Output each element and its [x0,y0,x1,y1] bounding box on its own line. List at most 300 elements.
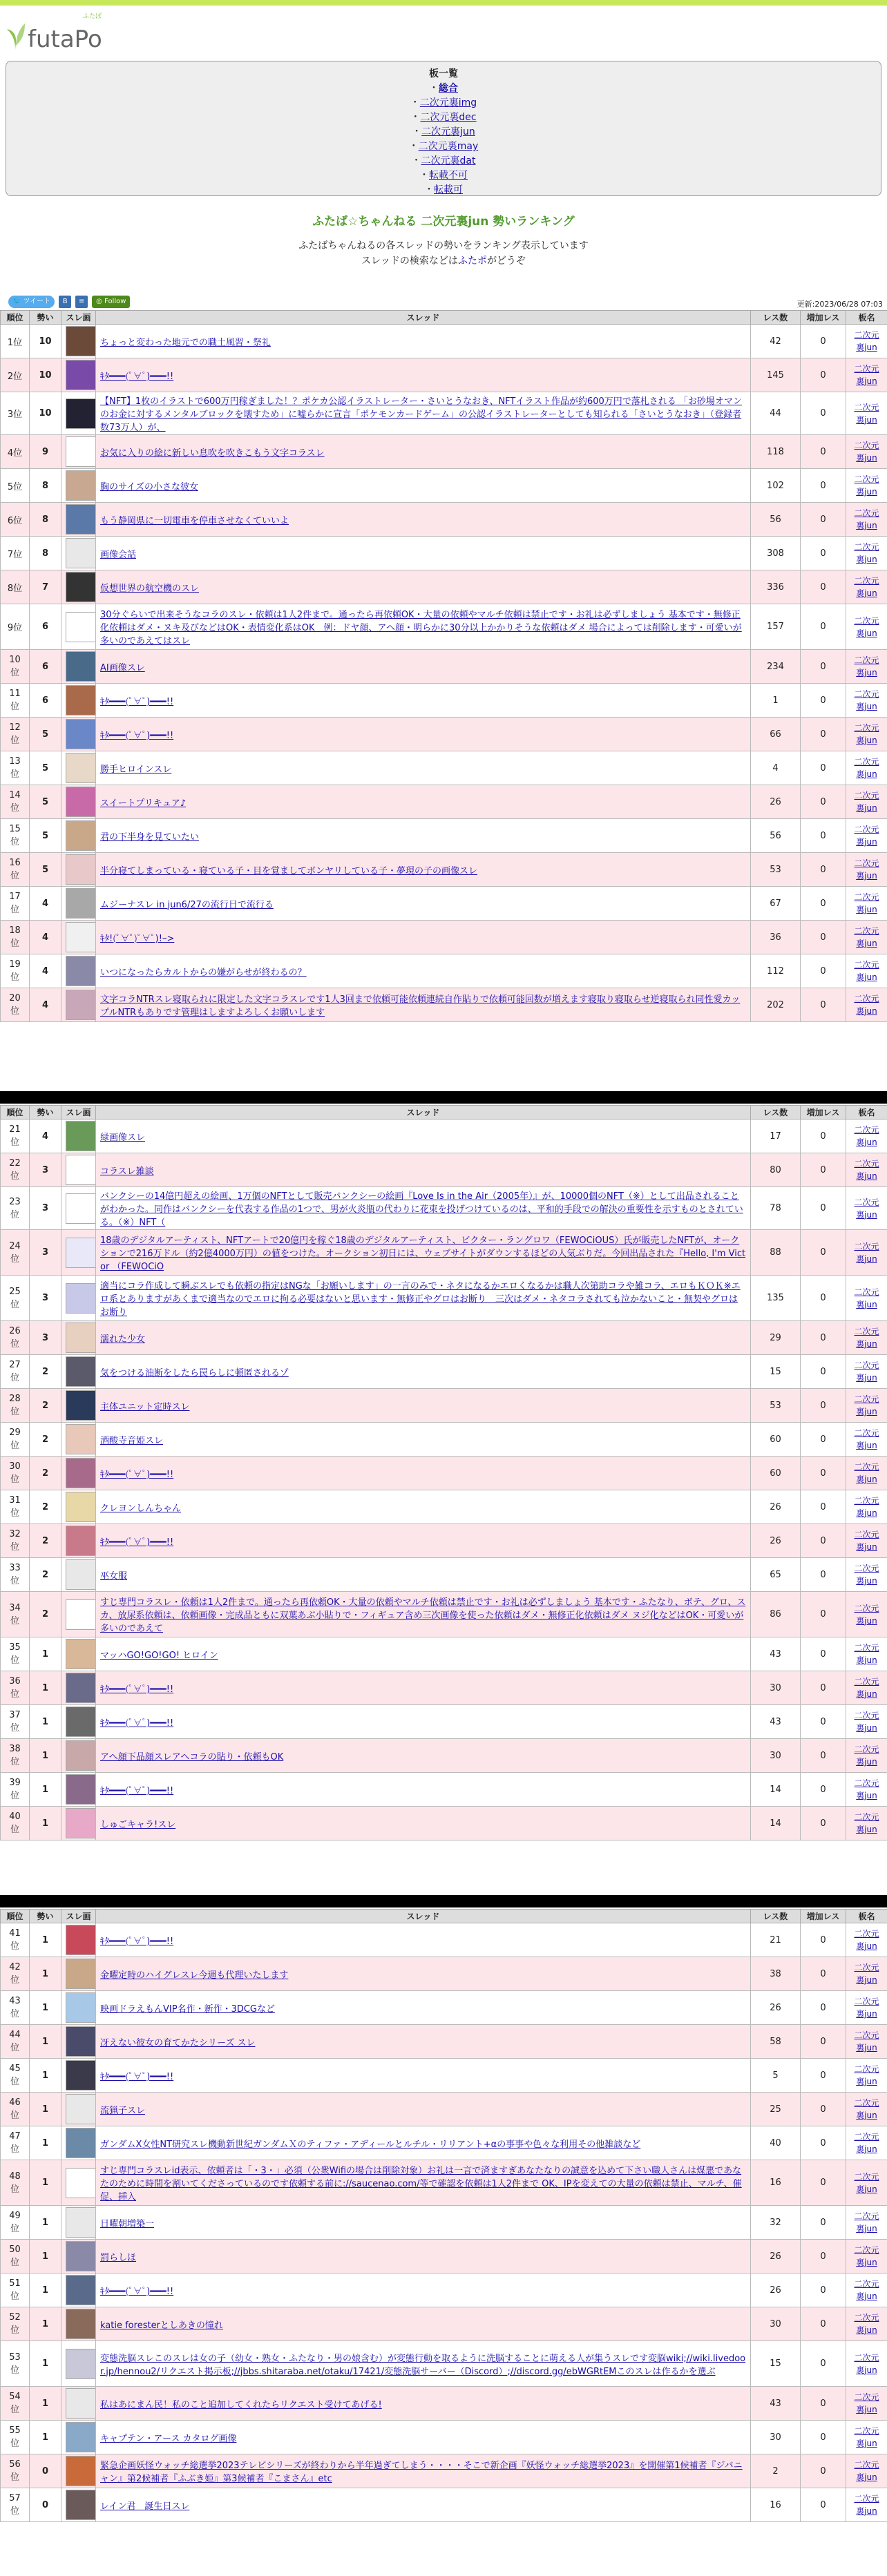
thumbnail-cell[interactable] [61,325,96,358]
thread-link[interactable]: ムジーナスレ in jun6/27の流行日で流行る [100,899,274,910]
thumbnail-cell[interactable] [61,751,96,785]
thread-thumbnail[interactable] [66,685,99,715]
board-link[interactable]: 二次元裏jun [854,2098,879,2120]
thread-thumbnail[interactable] [66,1526,99,1556]
thread-link[interactable]: 主体ユニット定時スレ [100,1401,190,1412]
thread-link[interactable]: キャプテン・アース カタログ画像 [100,2433,237,2444]
thumbnail-cell[interactable] [61,954,96,988]
res-count-cell: 145 [751,358,801,392]
board-link[interactable]: 二次元裏jun [854,1197,879,1220]
thread-thumbnail[interactable] [66,2388,99,2419]
thread-link[interactable]: ちょっと変わった地元での職土風習・祭礼 [100,337,271,348]
thread-thumbnail[interactable] [66,1992,99,2023]
thread-link[interactable]: 文字コラNTRスレ寝取られに限定した文字コラスレです1人3回まで依頼可能依頼連続自作貼りで依頼可能回数が増えます寝取り寝取らせ逆寝取られ同性愛カップルNTRもありです管理はしますよろしくお願いします [100,994,741,1018]
thread-thumbnail[interactable] [66,1808,99,1838]
board-link-current[interactable]: 総合 [439,83,458,94]
increase-cell: 0 [801,2421,846,2454]
thread-thumbnail[interactable] [66,888,99,919]
board-link[interactable]: 二次元裏jun [854,364,879,386]
increase-cell: 0 [801,1153,846,1187]
board-cell [846,1739,887,1773]
thread-link[interactable]: もう静岡県に一切電車を停車させなくていいよ [100,515,289,526]
momentum-cell: 1 [30,2341,61,2387]
board-link[interactable]: 二次元裏jun [854,1287,879,1309]
board-link[interactable]: 二次元裏jun [854,858,879,881]
thread-title-cell [96,1321,751,1355]
thread-thumbnail[interactable] [66,854,99,885]
futapo-link[interactable]: ふたポ [457,256,487,267]
board-link[interactable]: 二次元裏jun [854,2426,879,2448]
thread-title-cell [96,1389,751,1423]
thumbnail-cell[interactable] [61,1739,96,1773]
thumbnail-cell[interactable] [61,503,96,537]
thread-link[interactable]: 適当にコラ作成して瞬ぶスレでも依頼の指定はNGな「お願いします」の一言のみで・ネタになるかエロくなるかは職人次第助コラや雑コラ、エロもＫＯＫ※エロ系とありますがあくまで適当なのでエロに拘る必要はないと思います・無修正やグロはお断り 三次はダメ・ネタコラされても泣かないこと・無契やグロはお断り [100,1281,741,1318]
board-link[interactable]: 二次元裏jun [854,1327,879,1349]
thread-thumbnail[interactable] [66,1193,99,1224]
thread-thumbnail[interactable] [66,1458,99,1488]
thread-link[interactable]: お気に入りの絵に新しい息吹を吹きこもう文字コラスレ [100,448,325,459]
thread-link[interactable]: ｷﾀ━━━(ﾟ∀ﾟ)━━━!! [100,1785,174,1796]
thumbnail-cell[interactable] [61,684,96,718]
thread-thumbnail[interactable] [66,1390,99,1421]
thumbnail-cell[interactable] [61,2387,96,2421]
board-link[interactable]: 二次元裏jun [854,1929,879,1951]
board-cell [846,785,887,819]
board-link[interactable]: 二次元裏jun [854,2494,879,2516]
table-row [1,1355,887,1389]
thumbnail-cell[interactable] [61,2421,96,2454]
thumbnail-cell[interactable] [61,1671,96,1705]
thread-thumbnail[interactable] [66,1121,99,1151]
thread-thumbnail[interactable] [66,436,99,467]
thread-thumbnail[interactable] [66,470,99,501]
board-link[interactable]: 二次元裏jun [854,615,879,638]
thumbnail-cell[interactable] [61,1389,96,1423]
momentum-cell: 5 [30,751,61,785]
thumbnail-cell[interactable] [61,1230,96,1276]
board-header: 板名 [846,1910,887,1923]
thread-link[interactable]: 緑画像スレ [100,1132,146,1143]
thread-link[interactable]: ｷﾀ━━━(ﾟ∀ﾟ)━━━!! [100,1684,174,1695]
thread-link[interactable]: しゅごキャラ!スレ [100,1819,176,1830]
board-link[interactable]: 二次元裏jun [854,791,879,813]
board-link[interactable]: 二次元裏dat [421,155,476,166]
thread-thumbnail[interactable] [66,2168,99,2198]
board-link[interactable]: 二次元裏jun [854,1361,879,1383]
thread-link[interactable]: レイン君 誕生日スレ [100,2501,190,2512]
thread-thumbnail[interactable] [66,719,99,749]
res-count-cell: 336 [751,570,801,604]
board-cell [846,1671,887,1705]
thread-link[interactable]: 冴えない彼女の育てかたシリーズ スレ [100,2037,256,2048]
thread-link[interactable]: 変態洗脳スレこのスレは女の子（幼女・熟女・ふたなり・男の娘含む）が変態行動を取るように洗脳することに萌える人が集うスレです変脳wiki;//wiki.livedoor.jp/hennou2/リクエスト掲示板;//jbbs.shitaraba.net/otaku/17421/変態洗脳サーバー（Discord）;//discord.gg/ebWGRtEMこのスレは作るかを選ぶ [100,2353,746,2377]
board-cell [846,1807,887,1840]
thumbnail-cell[interactable] [61,435,96,469]
thumbnail-cell[interactable] [61,1773,96,1807]
thumbnail-cell[interactable] [61,718,96,751]
thread-thumbnail[interactable] [66,360,99,390]
board-link[interactable]: 二次元裏jun [854,825,879,847]
board-link[interactable]: 転載不可 [429,170,468,181]
board-link[interactable]: 二次元裏jun [854,1997,879,2019]
board-link[interactable]: 二次元裏jun [854,926,879,948]
board-link[interactable]: 二次元裏jun [854,2279,879,2301]
table-row [1,718,887,751]
thread-link[interactable]: 18歳のデジタルアーティスト、NFTアートで20億円を稼ぐ18歳のデジタルアーティスト、ビクター・ラングロワ（FEWOCiOUS）氏が販売したNFTが、オークションで216万ドル（約2億4000万円）の値をつけた。オークション初日には、ウェブサイトがダウンするほどの人気ぶりだ。今回出品された『Hello, I'm Victor （FEWOCiO [100,1236,746,1272]
thumbnail-cell[interactable] [61,2093,96,2126]
thread-title-cell [96,2307,751,2341]
thumbnail-cell[interactable] [61,2341,96,2387]
board-link[interactable]: 二次元裏jun [854,1812,879,1834]
thread-thumbnail[interactable] [66,2456,99,2486]
res-count-cell: 29 [751,1321,801,1355]
board-link[interactable]: 転載可 [434,184,463,195]
thread-link[interactable]: ｷﾀ━━━(ﾟ∀ﾟ)━━━!! [100,1718,174,1729]
thread-thumbnail[interactable] [66,2128,99,2158]
thread-link[interactable]: 映画ドラえもんVIP名作・新作・3DCGなど [100,2003,275,2015]
increase-cell: 0 [801,718,846,751]
thumbnail-cell[interactable] [61,1423,96,1457]
thread-thumbnail[interactable] [66,2309,99,2339]
thread-thumbnail[interactable] [66,2349,99,2379]
rank-cell: 54位 [1,2387,30,2421]
thread-thumbnail[interactable] [66,1673,99,1703]
thumbnail-cell[interactable] [61,1457,96,1490]
board-item: ・二次元裏may [408,141,479,152]
board-link[interactable]: 二次元裏jun [854,655,879,677]
thread-link[interactable]: ｷﾀ━━━(ﾟ∀ﾟ)━━━!! [100,1936,174,1947]
thread-link[interactable]: すじ専門コラスレid表示、依頼者は「・3・」必須（公衆Wifiの場合は削除対象）お礼は一言で済ますぎあなたなりの誠意を込めて下さい職人さんは煤悪であなたのために時間を割いてくださっているのです依頼する前に://saucenao.com/等で確認を依頼は1人2件まで OK、IPを変えての大量の依頼は禁止、マルチ、催促、挿入 [100,2166,742,2202]
rank-cell: 19位 [1,954,30,988]
thumbnail-cell[interactable] [61,819,96,853]
increase-cell: 0 [801,785,846,819]
thumbnail-cell[interactable] [61,2126,96,2160]
board-link[interactable]: 二次元裏img [419,97,477,108]
thread-thumbnail[interactable] [66,1774,99,1805]
rank-cell: 20位 [1,988,30,1022]
board-link[interactable]: 二次元裏jun [854,1677,879,1699]
thread-link[interactable]: スイートプリキュア♪ [100,798,187,809]
table-header-row [1,1106,887,1119]
increase-cell: 0 [801,2341,846,2387]
thread-link[interactable]: クレヨンしんちゃん [100,1503,182,1514]
thread-thumbnail[interactable] [66,2026,99,2057]
board-link[interactable]: 二次元裏jun [854,542,879,564]
thread-link[interactable]: 酒酸寺音姫スレ [100,1435,164,1446]
thumbnail-cell[interactable] [61,853,96,887]
thread-thumbnail[interactable] [66,398,99,429]
board-link[interactable]: 二次元裏jun [854,1643,879,1665]
thread-thumbnail[interactable] [66,2060,99,2090]
board-link[interactable]: 二次元裏jun [854,402,879,425]
thread-title-cell [96,1773,751,1807]
thumbnail-cell[interactable] [61,2160,96,2206]
thread-link[interactable]: 画像会話 [100,549,137,560]
thread-thumbnail[interactable] [66,1356,99,1387]
thumbnail-cell[interactable] [61,2025,96,2059]
thumbnail-cell[interactable] [61,1991,96,2025]
thread-thumbnail[interactable] [66,572,99,602]
thread-link[interactable]: アへ顔下品顔スレアへコラの貼り・依頼もOK [100,1751,284,1762]
thread-link[interactable]: ｷﾀ!(ﾟ∀ﾟ)ﾟ∀ﾟ)!ｰ> [100,933,175,944]
thread-link[interactable]: 勝手ヒロインスレ [100,764,172,775]
thread-link[interactable]: ｷﾀ━━━(ﾟ∀ﾟ)━━━!! [100,696,174,707]
thread-thumbnail[interactable] [66,1740,99,1771]
thumbnail-cell[interactable] [61,1187,96,1230]
thumbnail-cell[interactable] [61,2307,96,2341]
momentum-cell: 5 [30,853,61,887]
board-link[interactable]: 二次元裏may [418,141,479,152]
thread-link[interactable]: katie foresterとしあきの憧れ [100,2320,223,2331]
thread-link[interactable]: 30分ぐらいで出来そうなコラのスレ・依頼は1人2件まで。通ったら再依頼OK・大量の依頼やマルチ依頼は禁止です・お礼は必ずしましょう 基本です・無修正化依頼はダメ・ヌキ及びなどはOK・表情変化系はOK 例：ドヤ顔、アヘ顔・明らかに30分以上かかりそうな依頼はダメ 場合によっては削除します・可愛いが多いのであえてはスレ [100,610,742,646]
thread-link[interactable]: 胸のサイズの小さな彼女 [100,481,198,492]
board-link[interactable]: 二次元裏jun [854,2392,879,2414]
board-link[interactable]: 二次元裏jun [854,2460,879,2482]
board-link[interactable]: 二次元裏jun [854,1462,879,1484]
thread-link[interactable]: 巫女服 [100,1570,128,1582]
thread-thumbnail[interactable] [66,326,99,356]
momentum-cell: 5 [30,785,61,819]
thread-thumbnail[interactable] [66,1492,99,1522]
board-link[interactable]: 二次元裏jun [854,1394,879,1416]
thumbnail-cell[interactable] [61,604,96,650]
thread-thumbnail[interactable] [66,1707,99,1737]
thread-link[interactable]: AI画像スレ [100,662,145,673]
thread-thumbnail[interactable] [66,956,99,986]
thread-thumbnail[interactable] [66,2422,99,2452]
res-count-cell: 30 [751,2307,801,2341]
board-link[interactable]: 二次元裏jun [854,994,879,1016]
table-row [1,2488,887,2522]
thumbnail-cell[interactable] [61,1276,96,1321]
thread-link[interactable]: 濡れた少女 [100,1334,146,1345]
site-logo[interactable] [6,12,102,51]
thumbnail-cell[interactable] [61,358,96,392]
board-link[interactable]: 二次元裏jun [854,723,879,745]
thread-thumbnail[interactable] [66,1424,99,1454]
thread-thumbnail[interactable] [66,651,99,682]
thread-thumbnail[interactable] [66,538,99,568]
thread-title-cell [96,954,751,988]
follow-button[interactable]: ◎ Follow [92,296,130,308]
board-link[interactable]: 二次元裏jun [854,689,879,711]
board-link[interactable]: 二次元裏jun [854,576,879,598]
thread-link[interactable]: 君の下半身を見ていたい [100,832,200,843]
board-link[interactable]: 二次元裏jun [854,2132,879,2154]
board-cell [846,435,887,469]
board-link[interactable]: 二次元裏jun [854,892,879,914]
tweet-button[interactable]: 🐦 ツイート [8,296,55,308]
thread-link[interactable]: マッハGO!GO!GO! ヒロイン [100,1650,218,1661]
table-row [1,570,887,604]
board-link[interactable]: 二次元裏jun [854,757,879,779]
board-link[interactable]: 二次元裏jun [854,441,879,463]
board-link[interactable]: 二次元裏jun [854,1125,879,1147]
thread-link[interactable]: 罰らしほ [100,2252,137,2263]
board-link[interactable]: 二次元裏jun [854,474,879,497]
increase-cell: 0 [801,1276,846,1321]
board-cell [846,2307,887,2341]
thumbnail-cell[interactable] [61,537,96,570]
thread-link[interactable]: ｷﾀ━━━(ﾟ∀ﾟ)━━━!! [100,371,174,382]
thread-thumbnail[interactable] [66,1155,99,1185]
board-cell [846,1187,887,1230]
thread-thumbnail[interactable] [66,787,99,817]
thread-thumbnail[interactable] [66,1559,99,1590]
thread-link[interactable]: ガンダムX女性NT研究スレ機動新世紀ガンダムＸのティファ・アディールとルチル・リリアント+αの事事や色々な利用その他雑談など [100,2139,641,2150]
board-cell [846,2160,887,2206]
board-link[interactable]: 二次元裏jun [854,508,879,530]
thumbnail-cell[interactable] [61,570,96,604]
board-link[interactable]: 二次元裏jun [854,960,879,982]
thread-thumbnail[interactable] [66,1959,99,1989]
board-link[interactable]: 二次元裏jun [854,1530,879,1552]
board-list-panel [6,61,881,196]
board-cell [846,2488,887,2522]
thread-thumbnail[interactable] [66,820,99,851]
thread-link[interactable]: 仮想世界の航空機のスレ [100,583,200,594]
board-cell [846,1457,887,1490]
thread-link[interactable]: 金曜定時のハイグレスレ今週も代理いたします [100,1970,289,1981]
thread-thumbnail[interactable] [66,1323,99,1353]
thumbnail-cell[interactable] [61,887,96,921]
board-link[interactable]: 二次元裏jun [854,1744,879,1767]
board-cell [846,2274,887,2307]
board-link[interactable]: 二次元裏dec [420,112,477,123]
board-link[interactable]: 二次元裏jun [854,330,879,352]
thread-link[interactable]: ｷﾀ━━━(ﾟ∀ﾟ)━━━!! [100,1537,174,1548]
rank-cell: 35位 [1,1637,30,1671]
thread-title-cell [96,1119,751,1153]
board-link[interactable]: 二次元裏jun [854,1496,879,1518]
board-link[interactable]: 二次元裏jun [854,1963,879,1985]
thread-thumbnail[interactable] [66,990,99,1020]
thread-thumbnail[interactable] [66,2275,99,2305]
thumbnail-cell[interactable] [61,1957,96,1991]
board-cell [846,1773,887,1807]
momentum-cell: 2 [30,1524,61,1558]
thread-header: スレッド [96,311,751,325]
table-row [1,785,887,819]
thread-thumbnail[interactable] [66,504,99,535]
thumbnail-cell[interactable] [61,2059,96,2093]
board-link[interactable]: 二次元裏jun [854,2064,879,2086]
thumbnail-cell[interactable] [61,785,96,819]
thumbnail-cell[interactable] [61,1807,96,1840]
board-link[interactable]: 二次元裏jun [854,2245,879,2267]
board-cell [846,718,887,751]
momentum-cell: 4 [30,921,61,954]
thumbnail-cell[interactable] [61,1153,96,1187]
updated-timestamp: 更新:2023/06/28 07:03 [797,300,883,309]
thread-link[interactable]: 【NFT】1枚のイラストで600万円稼ぎました！？ポケカ公認イラストレーター・さいとうなおき、NFTイラスト作品が約600万円で落札される 「お砂場オマンのお金に対するメンタルブロックを壊すため」に嘘らかに宣言「ポケモンカードゲーム」の公認イラストレーターとしても知られる「さいとうなおき」（登録者数73万人）が、 [100,396,742,433]
table-row [1,2059,887,2093]
thread-link[interactable]: 日曜朝増築一 [100,2218,155,2229]
board-link[interactable]: 二次元裏jun [421,126,475,137]
thread-link[interactable]: 気をつける油断をしたら罠らしに頓匿されるゾ [100,1367,289,1378]
thread-link[interactable]: ｷﾀ━━━(ﾟ∀ﾟ)━━━!! [100,1469,174,1480]
board-link[interactable]: 二次元裏jun [854,2313,879,2335]
bookmark-button[interactable]: B [59,296,71,308]
table-row [1,1524,887,1558]
board-item-current[interactable]: ・総合 [429,83,458,94]
res-count-cell: 66 [751,718,801,751]
thread-thumbnail[interactable] [66,1238,99,1268]
board-link[interactable]: 二次元裏jun [854,1603,879,1626]
thread-link[interactable]: すじ専門コラスレ・依頼は1人2件まで。通ったら再依頼OK・大量の依頼やマルチ依頼は禁止です・お礼は必ずしましょう 基本です・ふたなり、ボテ、グロ、スカ、放尿系依頼は、依頼画像・完成品ともに双葉あぶ小貼りで・フィギュア含め三次画像を使った依頼はダメ・無修正化依頼はダメ ヌジ化などはOK・可愛いが多いのであえて [100,1597,746,1634]
thread-link[interactable]: 半分寝てしまっている・寝ている子・目を覚ましてボンヤリしている子・夢現の子の画像スレ [100,865,478,876]
board-link[interactable]: 二次元裏jun [854,1159,879,1181]
thumbnail-cell[interactable] [61,1637,96,1671]
thread-link[interactable]: ｷﾀ━━━(ﾟ∀ﾟ)━━━!! [100,2071,174,2082]
thread-thumbnail[interactable] [66,612,99,642]
thread-thumbnail[interactable] [66,1639,99,1669]
thumbnail-cell[interactable] [61,1524,96,1558]
thread-thumbnail[interactable] [66,2241,99,2271]
res-header: レス数 [751,311,801,325]
thumbnail-cell[interactable] [61,1490,96,1524]
thread-link[interactable]: ｷﾀ━━━(ﾟ∀ﾟ)━━━!! [100,2286,174,2297]
thumbnail-cell[interactable] [61,921,96,954]
board-link[interactable]: 二次元裏jun [854,2352,879,2375]
thumbnail-cell[interactable] [61,1705,96,1739]
board-link[interactable]: 二次元裏jun [854,2030,879,2053]
board-link[interactable]: 二次元裏jun [854,1241,879,1264]
thumbnail-cell[interactable] [61,2274,96,2307]
thumbnail-cell[interactable] [61,988,96,1022]
thread-link[interactable]: 私はあにまん民！私のこと追加してくれたらリクエスト受けてあげる! [100,2399,382,2410]
board-link[interactable]: 二次元裏jun [854,1564,879,1586]
thumbnail-cell[interactable] [61,1592,96,1637]
thread-thumbnail[interactable] [66,2094,99,2124]
board-link[interactable]: 二次元裏jun [854,1428,879,1450]
rss-button[interactable]: ≡ [75,296,88,308]
thumbnail-cell[interactable] [61,2454,96,2488]
thumbnail-cell[interactable] [61,1923,96,1957]
thread-link[interactable]: 流猟子スレ [100,2105,146,2116]
table-separator [0,1091,887,1104]
thread-thumbnail[interactable] [66,1283,99,1314]
increase-cell: 0 [801,684,846,718]
thread-thumbnail[interactable] [66,922,99,952]
thumbnail-cell[interactable] [61,1558,96,1592]
board-link[interactable]: 二次元裏jun [854,1778,879,1800]
thumbnail-cell[interactable] [61,2488,96,2522]
table-row [1,819,887,853]
thread-link[interactable]: バンクシーの14億円超えの絵画、1万個のNFTとして販売バンクシーの絵画『Love Is in the Air（2005年）』が、10000個のNFT（※）として出品されることがわかった。同作はバンクシーを代表する作品の1つで、男が火炎瓶の代わりに花束を投げつけているのは、平和的手段での解決の重要性を示すものとされている。（※）NFT（ [100,1191,743,1228]
board-link[interactable]: 二次元裏jun [854,2211,879,2233]
thumbnail-cell[interactable] [61,2206,96,2240]
thumbnail-cell[interactable] [61,1321,96,1355]
thumbnail-cell[interactable] [61,650,96,684]
thread-thumbnail[interactable] [66,1599,99,1630]
thread-link[interactable]: コラスレ雑談 [100,1166,154,1177]
board-link[interactable]: 二次元裏jun [854,1711,879,1733]
thumbnail-cell[interactable] [61,1355,96,1389]
thumbnail-cell[interactable] [61,469,96,503]
thumbnail-cell[interactable] [61,392,96,435]
thread-link[interactable]: 緊急企画妖怪ウォッチ総選挙2023テレビシリーズが終わりから半年過ぎてしまう・・・・そこで新企画『妖怪ウォッチ総選挙2023』を開催第1候補者『ジバニャン』第2候補者『ふぶき姫』第3候補者『こまさん』etc [100,2461,743,2484]
thread-link[interactable]: ｷﾀ━━━(ﾟ∀ﾟ)━━━!! [100,730,174,741]
thread-thumbnail[interactable] [66,2490,99,2520]
thumbnail-cell[interactable] [61,1119,96,1153]
thumbnail-cell[interactable] [61,2240,96,2274]
thread-thumbnail[interactable] [66,1925,99,1955]
thread-link[interactable]: いつになったらカルトからの嫌がらせが終わるの？ [100,967,307,978]
board-link[interactable]: 二次元裏jun [854,2171,879,2194]
thread-thumbnail[interactable] [66,2207,99,2238]
thread-thumbnail[interactable] [66,753,99,783]
